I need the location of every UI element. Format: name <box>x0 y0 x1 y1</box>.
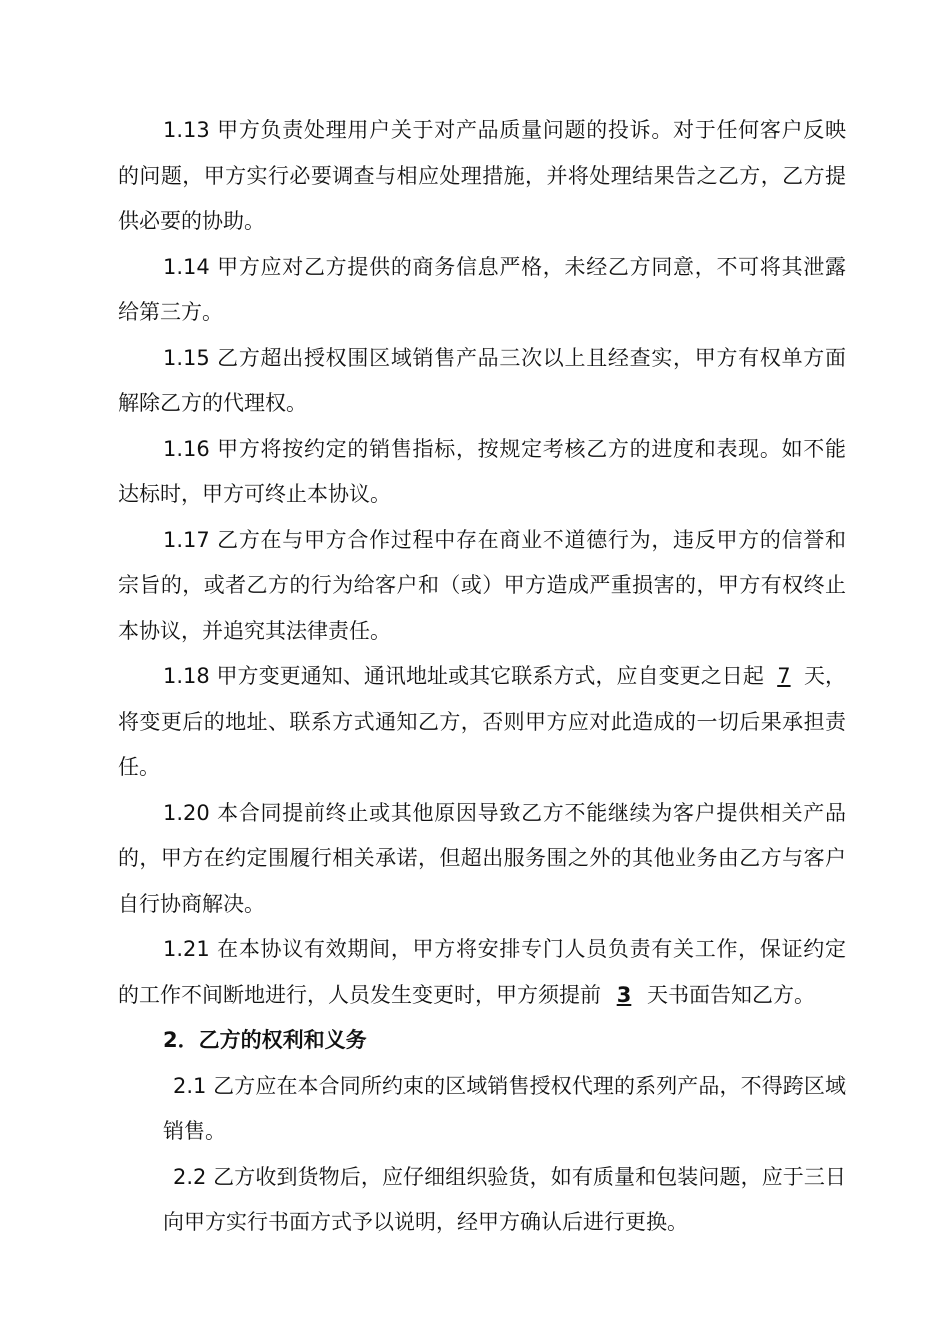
clause-1-21-text-after: 天书面告知乙方。 <box>647 982 815 1007</box>
clause-1-21 <box>118 927 846 1018</box>
clause-1-16: 1.16 甲方将按约定的销售指标，按规定考核乙方的进度和表现。如不能达标时，甲方可终止本协议。 <box>118 436 846 506</box>
section-2-heading: 2．乙方的权利和义务 <box>163 1028 367 1052</box>
clause-1-20: 1.20 本合同提前终止或其他原因导致乙方不能继续为客户提供相关产品的，甲方在约定围履行相关承诺，但超出服务围之外的其他业务由乙方与客户自行协商解决。 <box>118 800 846 916</box>
clause-2-2: 2.2 乙方收到货物后，应仔细组织验货，如有质量和包装问题，应于三日向甲方实行书面方式予以说明，经甲方确认后进行更换。 <box>163 1164 846 1234</box>
fill-in-blank-days: 7 <box>777 664 791 688</box>
fill-in-blank-days: 3 <box>616 982 632 1007</box>
clause-1-21-text-before: 1.21 在本协议有效期间，甲方将安排专门人员负责有关工作，保证约定的工作不间断地进行，人员发生变更时，甲方须提前 <box>118 937 846 1007</box>
clause-1-17: 1.17 乙方在与甲方合作过程中存在商业不道德行为，违反甲方的信誉和宗旨的，或者乙方的行为给客户和（或）甲方造成严重损害的，甲方有权终止本协议，并追究其法律责任。 <box>118 527 846 643</box>
clause-1-14: 1.14 甲方应对乙方提供的商务信息严格，未经乙方同意，不可将其泄露给第三方。 <box>118 254 846 324</box>
clause-1-18-text-after: 天，将变更后的地址、联系方式通知乙方，否则甲方应对此造成的一切后果承担责任。 <box>118 664 846 779</box>
clause-1-18 <box>118 654 846 791</box>
clause-1-15: 1.15 乙方超出授权围区域销售产品三次以上且经查实，甲方有权单方面解除乙方的代理权。 <box>118 345 846 415</box>
clause-2-1: 2.1 乙方应在本合同所约束的区域销售授权代理的系列产品，不得跨区域销售。 <box>163 1073 846 1143</box>
document-body <box>118 108 846 1246</box>
clause-1-18-text-before: 1.18 甲方变更通知、通讯地址或其它联系方式，应自变更之日起 <box>163 664 764 688</box>
clause-1-13: 1.13 甲方负责处理用户关于对产品质量问题的投诉。对于任何客户反映的问题，甲方实行必要调查与相应处理措施，并将处理结果告之乙方，乙方提供必要的协助。 <box>118 118 846 233</box>
